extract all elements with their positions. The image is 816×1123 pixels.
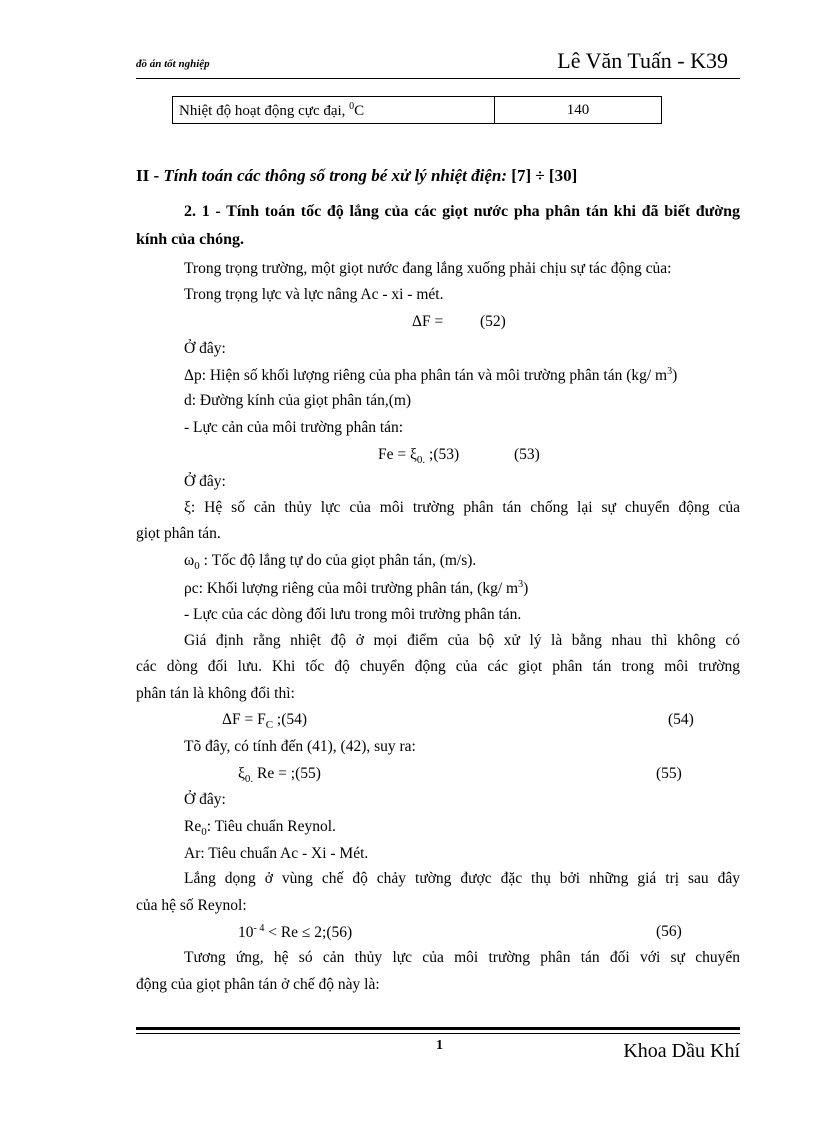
header-left-title: đồ án tốt nghiệp	[136, 58, 210, 70]
body-line: Ar: Tiêu chuẩn Ac - Xi - Mét.	[184, 845, 369, 862]
body-line: Ở đây:	[184, 473, 226, 490]
header-author: Lê Văn Tuấn - K39	[557, 48, 728, 73]
body-line: Ở đây:	[184, 791, 226, 808]
section-title: II - Tính toán các thông số trong bé xử lý nhiệt điện: [7] ÷ [30]	[136, 166, 578, 185]
body-line: Lắng dọng ở vùng chế độ chảy tường được đặc thụ bởi những giá trị sau đây	[184, 870, 740, 887]
equation-54: $\Delta F = F_C$ ;(54)	[222, 711, 308, 732]
body-line: giọt phân tán.	[136, 525, 221, 542]
equation-53: $Fe = \xi_{0.}$ ;(53)	[378, 446, 460, 467]
body-line: - Lực cản của môi trường phân tán:	[184, 419, 404, 436]
table-cell-label: Nhiệt độ hoạt động cực đại, $^0$C	[173, 97, 495, 124]
equation-number: (53)	[514, 446, 540, 463]
spec-table	[172, 96, 662, 124]
equation-number: (54)	[668, 711, 694, 728]
body-line: - Lực của các dòng đối lưu trong môi trường phân tán.	[184, 606, 522, 623]
body-line: Ở đây:	[184, 340, 226, 357]
equation-55: $\xi_{0.}$ Re = ;(55)	[238, 765, 321, 786]
footer-department: Khoa Dầu Khí	[623, 1040, 740, 1062]
equation-52: ΔF =	[412, 313, 444, 330]
body-line: Tương ứng, hệ só cản thủy lực của môi trường phân tán đối với sự chuyển	[184, 949, 740, 966]
body-line: Trong trọng lực và lực nâng Ac - xi - mét.	[184, 286, 444, 303]
body-line: d: Đường kính của giọt phân tán,(m)	[184, 392, 412, 409]
body-line: Trong trọng trường, một giọt nước đang lắng xuống phải chịu sự tác động của:	[184, 260, 672, 277]
body-line: ρc: Khối lượng riêng của môi trường phân tán, (kg/ $m^3$)	[184, 579, 529, 598]
body-line: của hệ số Reynol:	[136, 897, 247, 914]
equation-number: (52)	[480, 313, 506, 330]
subsection-title: 2. 1 - Tính toán tốc độ lắng của các giọt nước pha phân tán khi đã biết đường kính của chóng.	[136, 203, 740, 248]
equation-number: (56)	[656, 923, 682, 940]
table-row	[173, 97, 662, 124]
equation-56: $10^{- 4} < Re$ ≤ 2;(56)	[238, 923, 353, 942]
body-line: ξ: Hệ số cản thủy lực của môi trường phân tán chống lại sự chuyển động của	[184, 499, 740, 516]
header-rule	[136, 78, 740, 79]
table-cell-value: 140	[495, 97, 662, 124]
body-line: Δp: Hiện số khối lượng riêng của pha phân tán và môi trường phân tán (kg/ $m^3$)	[184, 366, 678, 385]
body-line: Giá định rằng nhiệt độ ở mọi điểm của bộ xử lý là bằng nhau thì không có	[184, 632, 740, 649]
body-line: $Re_0$: Tiêu chuẩn Reynol.	[184, 818, 336, 839]
body-line: Tõ đây, có tính đến (41), (42), suy ra:	[184, 738, 416, 755]
body-line: động của giọt phân tán ở chế độ này là:	[136, 976, 380, 993]
body-line: phân tán là không đổi thì:	[136, 685, 295, 702]
footer-rule-thick	[136, 1027, 740, 1030]
equation-number: (55)	[656, 765, 682, 782]
page-number: 1	[436, 1038, 443, 1053]
footer-rule-thin	[136, 1033, 740, 1034]
body-line: $\omega_0$ : Tốc độ lắng tự do của giọt phân tán, (m/s).	[184, 552, 477, 573]
body-line: các dòng đối lưu. Khi tốc độ chuyển động của các giọt phân tán trong môi trường	[136, 658, 740, 675]
